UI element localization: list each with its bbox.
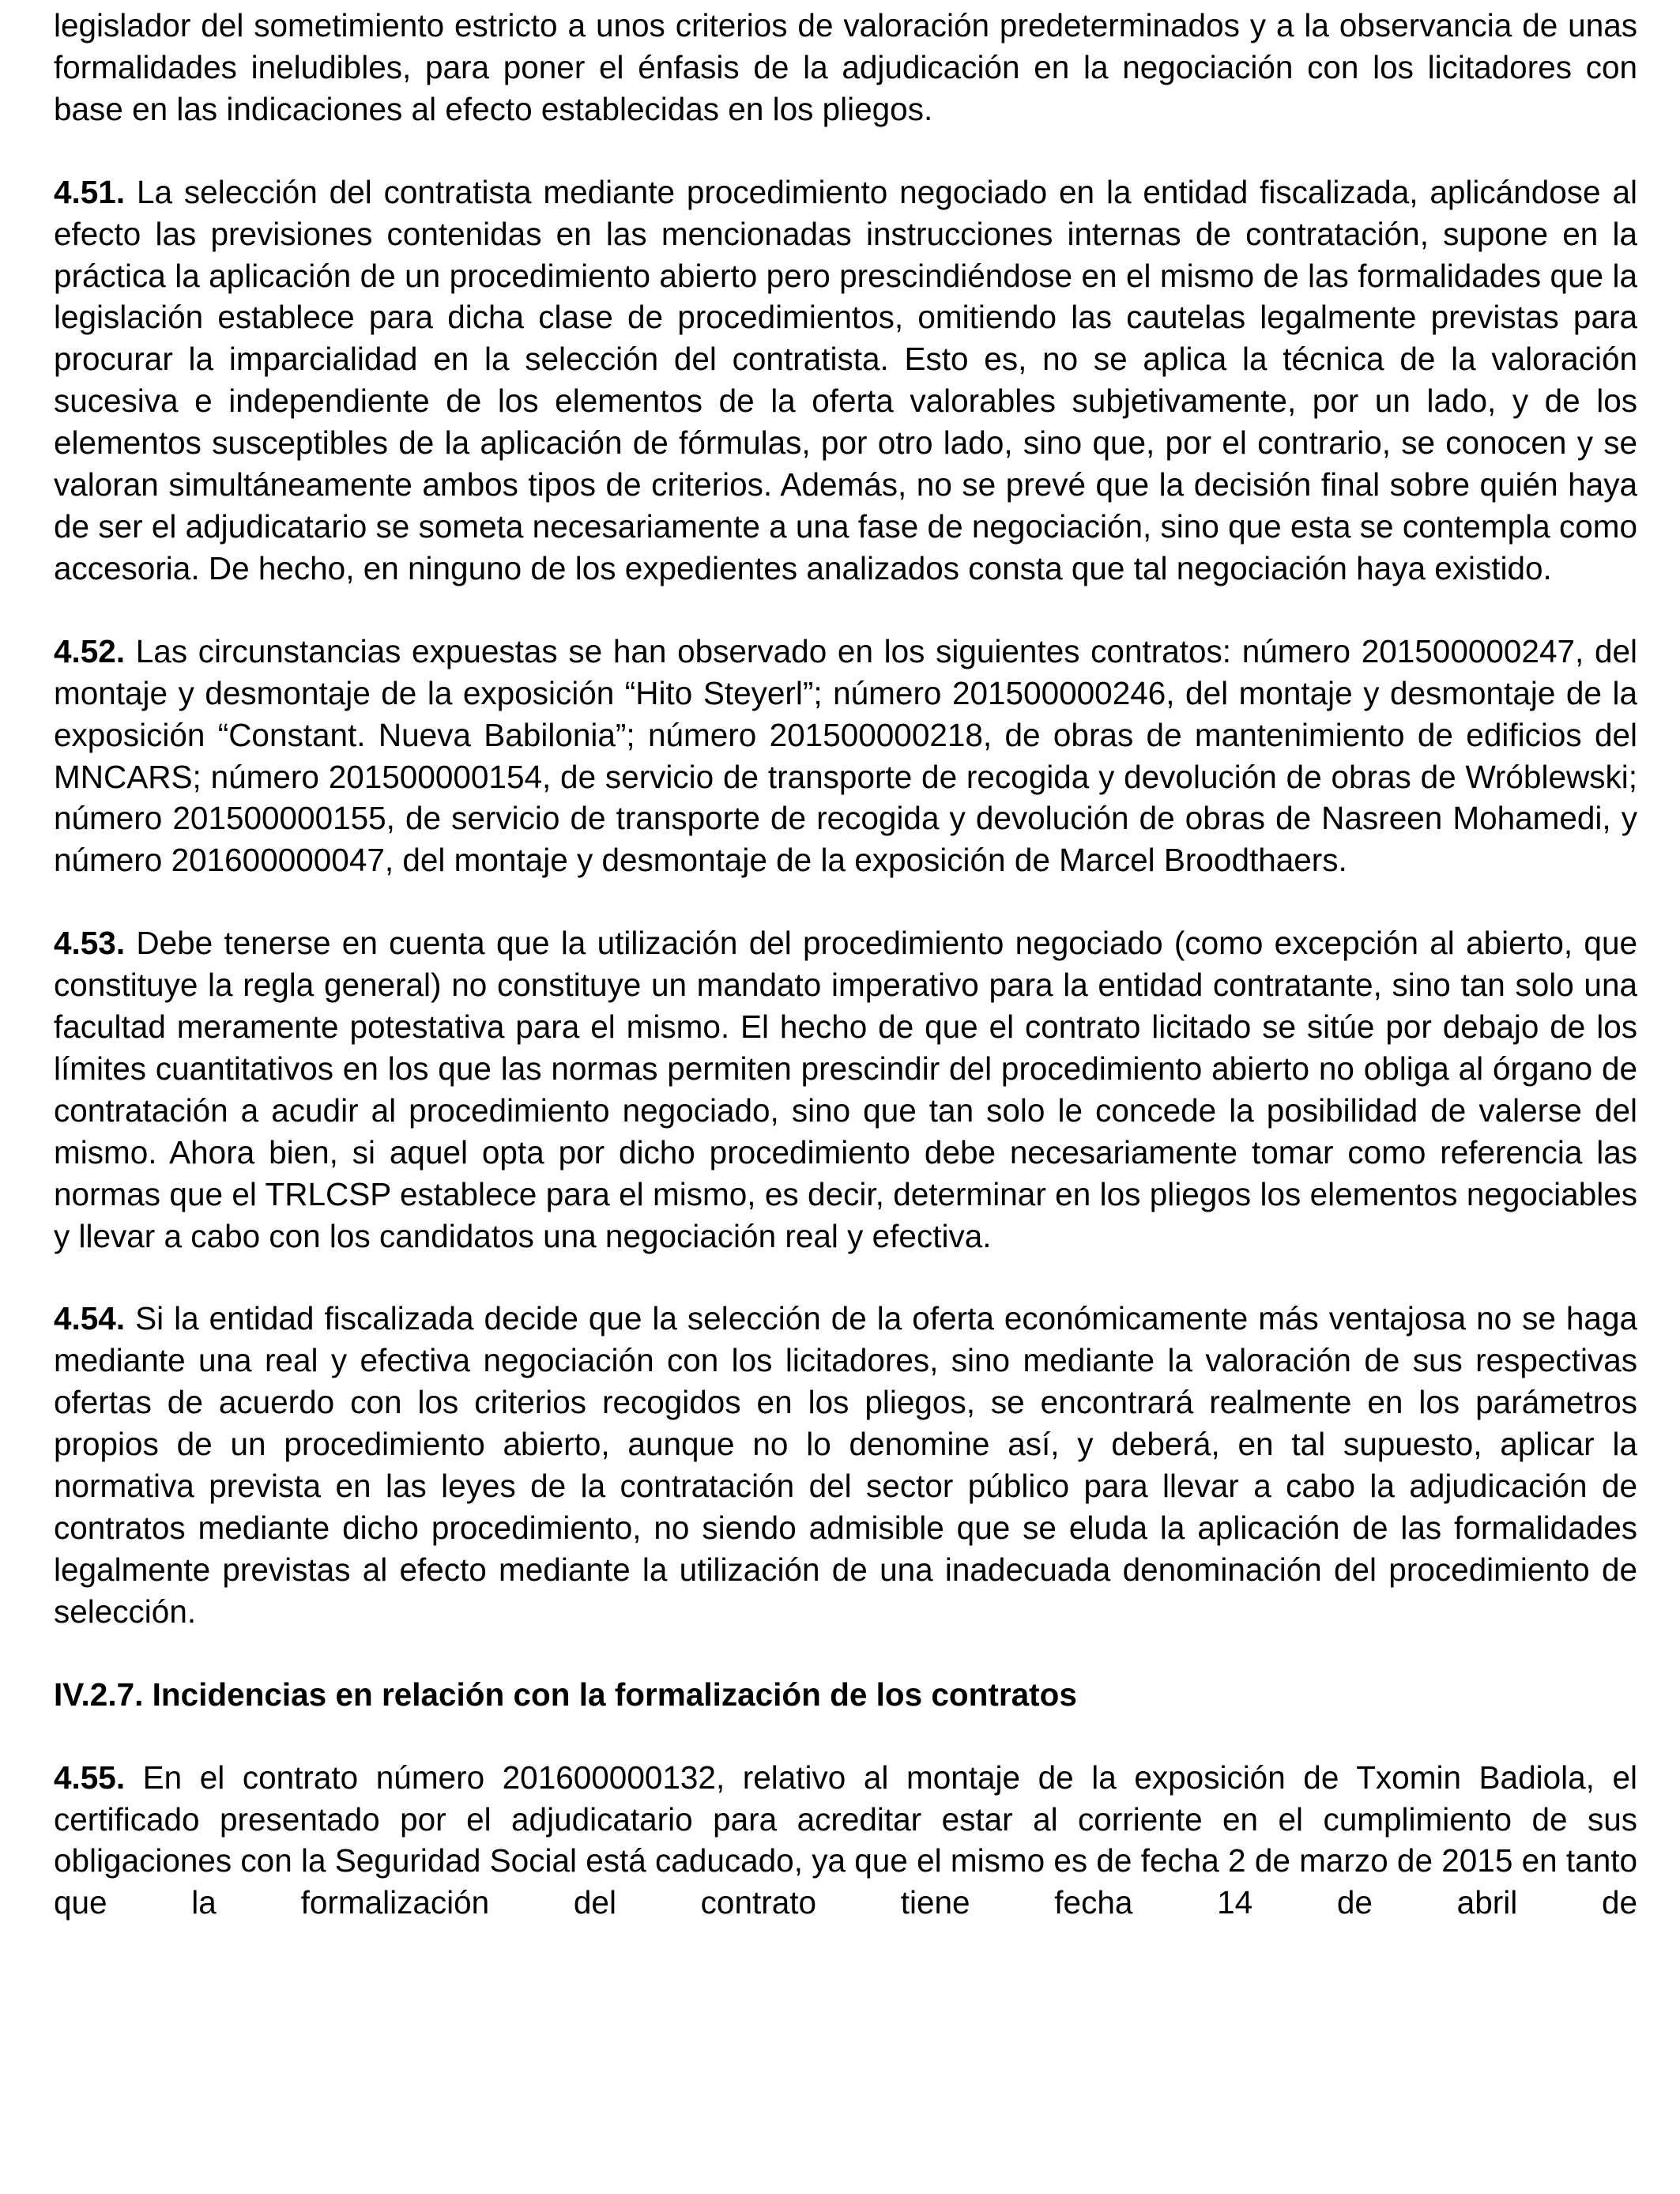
paragraph-text: La selección del contratista mediante procedimiento negociado en la entidad fiscalizada, aplicándose al efecto las previsiones contenidas en las mencionadas instrucciones internas de contratación, supone en la práctica la aplicación de un procedimiento abierto pero prescindiéndose en el mismo de las formalidades que la legislación establece para dicha clase de procedimientos, omitiendo las cautelas legalmente previstas para procurar la imparcialidad en la selección del contratista. Esto es, no se aplica la técnica de la valoración sucesiva e independiente de los elementos de la oferta valorables subjetivamente, por un lado, y de los elementos susceptibles de la aplicación de fórmulas, por otro lado, sino que, por el contrario, se conocen y se valoran simultáneamente ambos tipos de criterios. Además, no se prevé que la decisión final sobre quién haya de ser el adjudicatario se someta necesariamente a una fase de negociación, sino que esta se contempla como accesoria. De hecho, en ninguno de los expedientes analizados consta que tal negociación haya existido.: [54, 173, 1637, 586]
document-page: [54, 0, 1637, 1924]
paragraph-number: 4.55.: [54, 1759, 126, 1796]
paragraph-text: Debe tenerse en cuenta que la utilización del procedimiento negociado (como excepción al abierto, que constituye la regla general) no constituye un mandato imperativo para la entidad contratante, sino tan solo una facultad meramente potestativa para el mismo. El hecho de que el contrato licitado se sitúe por debajo de los límites cuantitativos en los que las normas permiten prescindir del procedimiento abierto no obliga al órgano de contratación a acudir al procedimiento negociado, sino que tan solo le concede la posibilidad de valerse del mismo. Ahora bien, si aquel opta por dicho procedimiento debe necesariamente tomar como referencia las normas que el TRLCSP establece para el mismo, es decir, determinar en los pliegos los elementos negociables y llevar a cabo con los candidatos una negociación real y efectiva.: [54, 925, 1637, 1254]
paragraph-text: Si la entidad fiscalizada decide que la selección de la oferta económicamente más ventajosa no se haga mediante una real y efectiva negociación con los licitadores, sino mediante la valoración de sus respectivas ofertas de acuerdo con los criterios recogidos en los pliegos, se encontrará realmente en los parámetros propios de un procedimiento abierto, aunque no lo denomine así, y deberá, en tal supuesto, aplicar la normativa prevista en las leyes de la contratación del sector público para llevar a cabo la adjudicación de contratos mediante dicho procedimiento, no siendo admisible que se eluda la aplicación de las formalidades legalmente previstas al efecto mediante la utilización de una inadecuada denominación del procedimiento de selección.: [54, 1300, 1637, 1630]
paragraph-4-55: [54, 1757, 1637, 1924]
intro-paragraph: [54, 5, 1637, 130]
intro-text: legislador del sometimiento estricto a unos criterios de valoración predeterminados y a la observancia de unas formalidades ineludibles, para poner el énfasis de la adjudicación en la negociación con los licitadores con base en las indicaciones al efecto establecidas en los pliegos.: [54, 7, 1637, 127]
paragraph-4-51: [54, 172, 1637, 590]
paragraph-4-52: [54, 631, 1637, 881]
paragraph-text: En el contrato número 201600000132, relativo al montaje de la exposición de Txomin Badiola, el certificado presentado por el adjudicatario para acreditar estar al corriente en el cumplimiento de sus obligaciones con la Seguridad Social está caducado, ya que el mismo es de fecha 2 de marzo de 2015 en tanto que la formalización del contrato tiene fecha 14 de abril de: [54, 1759, 1637, 1921]
paragraph-4-54: [54, 1298, 1637, 1632]
paragraph-number: 4.53.: [54, 925, 126, 962]
paragraph-4-53: [54, 922, 1637, 1257]
paragraph-number: 4.51.: [54, 173, 126, 210]
paragraph-text: Las circunstancias expuestas se han observado en los siguientes contratos: número 201500000247, del montaje y desmontaje de la exposición “Hito Steyerl”; número 201500000246, del montaje y desmontaje de la exposición “Constant. Nueva Babilonia”; número 201500000218, de obras de mantenimiento de edificios del MNCARS; número 201500000154, de servicio de transporte de recogida y devolución de obras de Wróblewski; número 201500000155, de servicio de transporte de recogida y devolución de obras de Nasreen Mohamedi, y número 201600000047, del montaje y desmontaje de la exposición de Marcel Broodthaers.: [54, 632, 1637, 879]
paragraph-number: 4.52.: [54, 632, 126, 669]
paragraph-number: 4.54.: [54, 1300, 126, 1337]
section-heading: IV.2.7. Incidencias en relación con la formalización de los contratos: [54, 1676, 1077, 1713]
